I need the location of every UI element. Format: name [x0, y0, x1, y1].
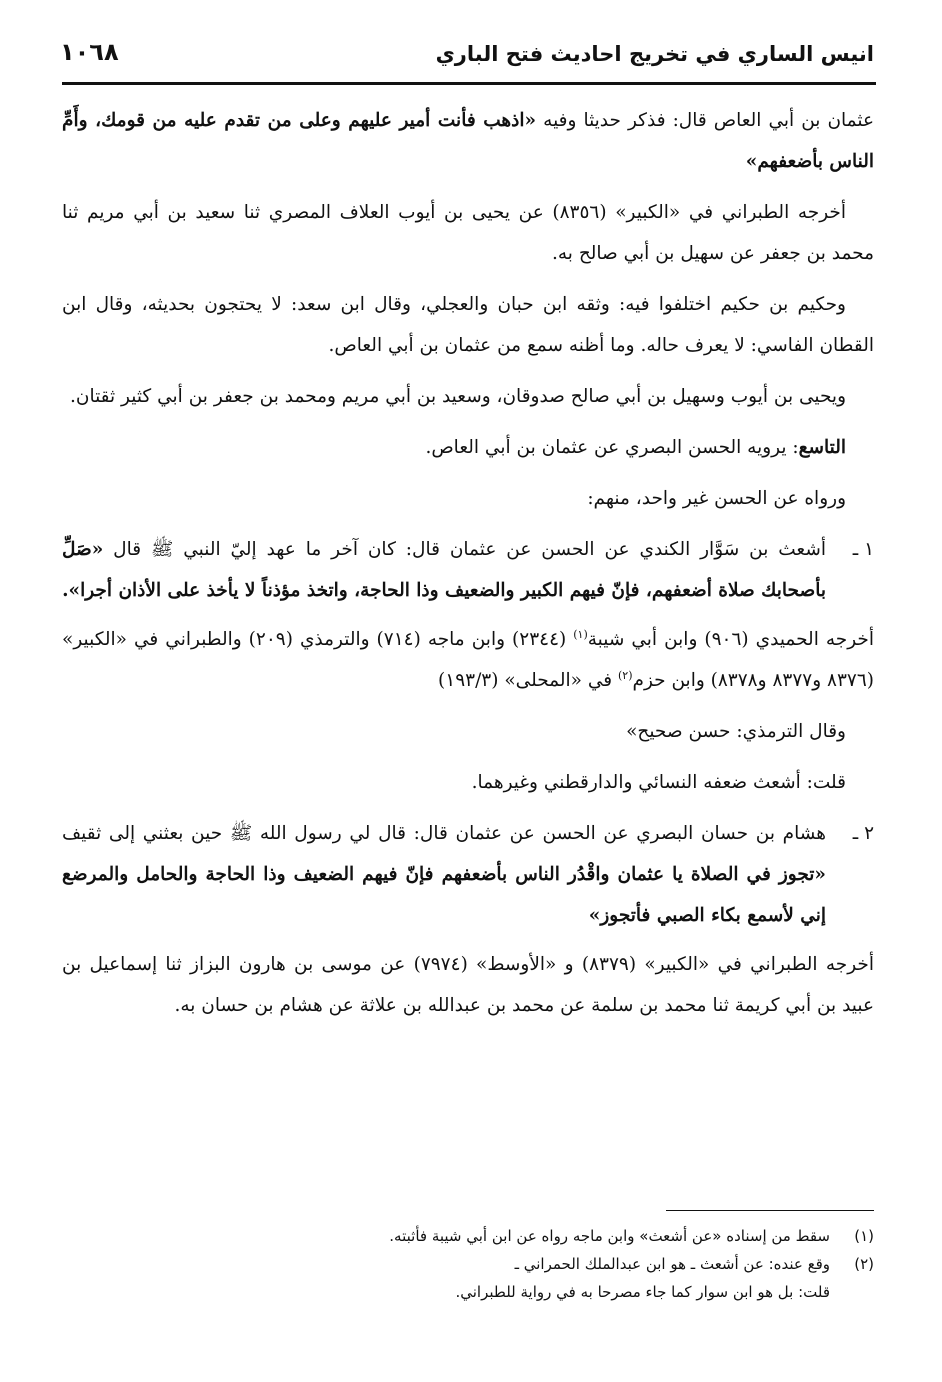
footnote-mark: (٢) — [854, 1255, 874, 1273]
hadith-quote: «اذهب فأنت أمير عليهم وعلى من تقدم عليه من قومك، وأَمِّ الناس بأضعفهم» — [62, 110, 874, 172]
section-label: التاسع — [798, 437, 846, 458]
paragraph: قلت: أشعث ضعفه النسائي والدارقطني وغيرهما. — [471, 772, 846, 793]
footnote-divider — [666, 1210, 874, 1211]
list-item: ١ ـ أشعث بن سَوَّار الكندي عن الحسن عن عثمان قال: كان آخر ما عهد إليّ النبي ﷺ قال «صَلِّ بأصحابك صلاة أضعفهم، فإنّ فيهم الكبير والضعيف وذا الحاجة، واتخذ مؤذناً لا يأخذ على الأذان أجرا». — [62, 529, 874, 611]
page-number: ١٠٦٨ — [60, 38, 119, 66]
footnote-ref[interactable]: (١) — [573, 627, 588, 641]
footnote-ref[interactable]: (٢) — [617, 668, 633, 682]
footnote — [62, 1222, 874, 1250]
paragraph: أخرجه الطبراني في «الكبير» (٨٣٥٦) عن يحيى بن أيوب العلاف المصري ثنا سعيد بن أبي مريم ثنا محمد بن جعفر عن سهيل بن أبي صالح به. — [62, 202, 874, 264]
footnote-mark: (١) — [854, 1227, 874, 1245]
book-title: انيس الساري في تخريج احاديث فتح الباري — [435, 42, 874, 66]
paragraph: عثمان بن أبي العاص قال: فذكر حديثا وفيه «اذهب فأنت أمير عليهم وعلى من تقدم عليه من قومك، وأَمِّ الناس بأضعفهم» — [62, 110, 874, 172]
hadith-quote: «صَلِّ بأصحابك صلاة أضعفهم، فإنّ فيهم الكبير والضعيف وذا الحاجة، واتخذ مؤذناً لا يأخذ على الأذان أجرا». — [62, 539, 826, 601]
footnote-text: سقط من إسناده «عن أشعث» وابن ماجه رواه عن ابن أبي شيبة فأثبته. — [389, 1227, 830, 1245]
list-item: ٢ ـ هشام بن حسان البصري عن الحسن عن عثمان قال: قال لي رسول الله ﷺ حين بعثني إلى ثقيف «تجوز في الصلاة يا عثمان واقْدُر الناس بأضعفهم فإنّ فيهم الضعيف وذا الحاجة والحامل والمرضع إني لأسمع بكاء الصبي فأتجوز» — [62, 813, 874, 936]
paragraph: وقال الترمذي: حسن صحيح» — [626, 721, 846, 742]
footnotes — [62, 1222, 874, 1306]
paragraph: ويحيى بن أيوب وسهيل بن أبي صالح صدوقان، وسعيد بن أبي مريم ومحمد بن جعفر بن أبي كثير ثقتان. — [69, 386, 846, 407]
paragraph: وحكيم بن حكيم اختلفوا فيه: وثقه ابن حبان والعجلي، وقال ابن سعد: لا يحتجون بحديثه، وقال ابن القطان الفاسي: لا يعرف حاله. وما أظنه سمع من عثمان بن أبي العاص. — [62, 294, 874, 356]
footnote-text: وقع عنده: عن أشعث ـ هو ابن عبدالملك الحمراني ـ — [514, 1255, 830, 1273]
section-heading-paragraph: التاسع: يرويه الحسن البصري عن عثمان بن أبي العاص. — [425, 437, 846, 458]
list-item-number: ١ ـ — [852, 539, 874, 560]
paragraph: ورواه عن الحسن غير واحد، منهم: — [587, 488, 846, 509]
footnote — [62, 1250, 874, 1278]
hadith-quote: «تجوز في الصلاة يا عثمان واقْدُر الناس بأضعفهم فإنّ فيهم الضعيف وذا الحاجة والحامل والمرضع إني لأسمع بكاء الصبي فأتجوز» — [62, 864, 826, 926]
paragraph: أخرجه الحميدي (٩٠٦) وابن أبي شيبة$^{(١)}$ (٢٣٤٤) وابن ماجه (٧١٤) والترمذي (٢٠٩) والطبراني في «الكبير» (٨٣٧٦ و٨٣٧٧ و٨٣٧٨) وابن حزم$^{(٢)}$ في «المحلى» (١٩٣/٣) — [62, 627, 874, 691]
header-divider — [62, 82, 876, 85]
list-item-number: ٢ ـ — [852, 823, 874, 844]
footnote-continuation: قلت: بل هو ابن سوار كما جاء مصرحا به في رواية للطبراني. — [455, 1283, 830, 1301]
paragraph: أخرجه الطبراني في «الكبير» (٨٣٧٩) و «الأوسط» (٧٩٧٤) عن موسى بن هارون البزاز ثنا إسماعيل بن عبيد بن أبي كريمة ثنا محمد بن سلمة عن محمد بن عبدالله بن علاثة عن هشام بن حسان به. — [62, 954, 874, 1016]
page-header — [60, 38, 874, 66]
main-text — [62, 100, 874, 1036]
